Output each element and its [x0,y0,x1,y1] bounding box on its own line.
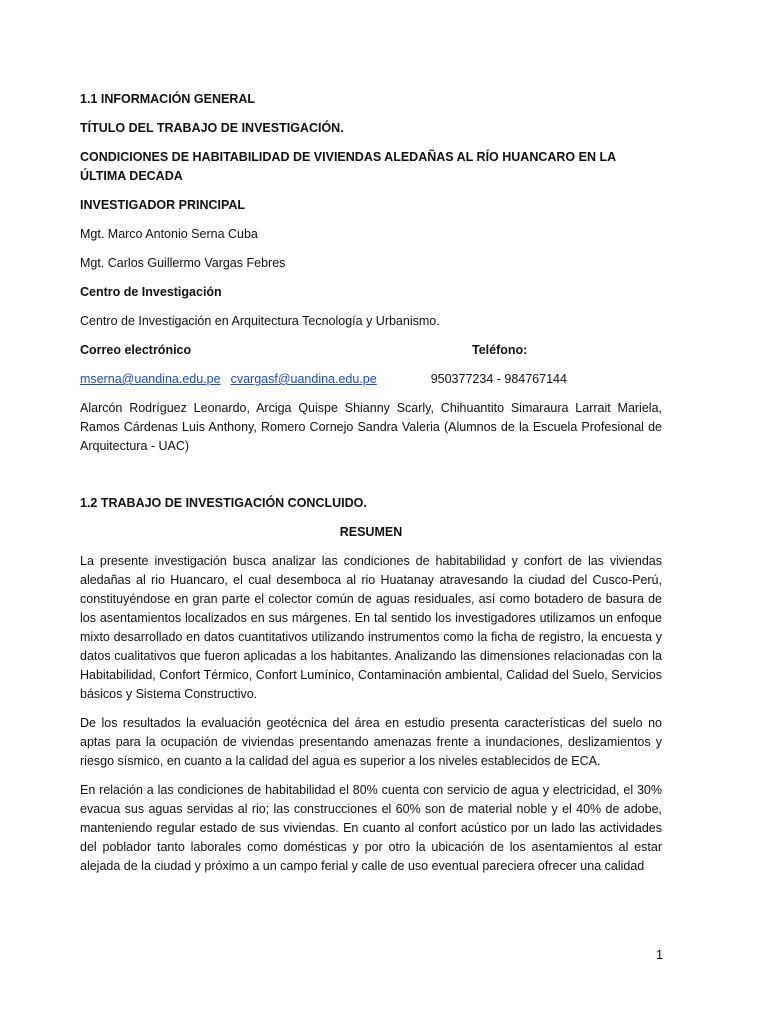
resumen-heading: RESUMEN [339,525,403,539]
center-label: Centro de Investigación [80,285,222,299]
email-link-vargas[interactable]: cvargasf@uandina.edu.pe [230,372,377,386]
email-link-serna[interactable]: mserna@uandina.edu.pe [80,372,221,386]
abstract-paragraph: En relación a las condiciones de habitabilidad el 80% cuenta con servicio de agua y electricidad, el 30% evacua sus aguas servidas al rio; las construcciones el 60% son de material noble y el 40% de adobe, manteniendo regular estado de sus viviendas. En cuanto al confort acústico por un lado las actividades del poblador tanto laborales como domésticas y por otro la ubicación de los asentamientos al estar alejada de la ciudad y próximo a un campo ferial y calle de uso eventual pareciera ofrecer una calidad [80,783,662,873]
abstract-paragraph: De los resultados la evaluación geotécnica del área en estudio presenta características del suelo no aptas para la ocupación de viviendas presentando amenazas frente a inundaciones, deslizamientos y riesgo sísmico, en cuanto a la calidad del agua es superior a los niveles establecidos de ECA. [80,716,662,768]
section-heading-concluded: 1.2 TRABAJO DE INVESTIGACIÓN CONCLUIDO. [80,496,367,510]
phone-label: Teléfono: [472,343,528,357]
abstract-paragraph: La presente investigación busca analizar las condiciones de habitabilidad y confort de las viviendas aledañas al rio Huancaro, el cual desemboca al rio Huatanay atravesando la ciudad del Cusco-Perú, constituyéndose en gran parte el colector común de aguas residuales, así como botadero de basura de los asentamientos localizados en sus márgenes. En tal sentido los investigadores utilizamos un enfoque mixto desarrollado en datos cuantitativos utilizando instrumentos como la ficha de registro, la encuesta y datos cualitativos que fueron aplicadas a los habitantes. Analizando las dimensiones relacionadas con la Habitabilidad, Confort Térmico, Confort Lumínico, Contaminación ambiental, Calidad del Suelo, Servicios básicos y Sistema Constructivo. [80,554,662,701]
spacer [80,466,662,494]
title-label: TÍTULO DEL TRABAJO DE INVESTIGACIÓN. [80,121,344,135]
page-number: 1 [656,948,663,962]
investigator-name: Mgt. Carlos Guillermo Vargas Febres [80,256,286,270]
document-page [80,90,662,886]
investigator-name: Mgt. Marco Antonio Serna Cuba [80,227,258,241]
email-label: Correo electrónico [80,343,192,357]
research-title: CONDICIONES DE HABITABILIDAD DE VIVIENDAS ALEDAÑAS AL RÍO HUANCARO EN LA ÚLTIMA DECADA [80,150,616,183]
phone-numbers: 950377234 - 984767144 [430,372,567,386]
section-heading-general: 1.1 INFORMACIÓN GENERAL [80,92,256,106]
students-list: Alarcón Rodríguez Leonardo, Arciga Quispe Shianny Scarly, Chihuantito Simaraura Larrait Mariela, Ramos Cárdenas Luis Anthony, Romero Cornejo Sandra Valeria (Alumnos de la Escuela Profesional de Arquitectura - UAC) [80,401,662,453]
contact-labels-row [80,341,662,360]
center-name: Centro de Investigación en Arquitectura Tecnología y Urbanismo. [80,314,440,328]
contact-values-row [80,370,662,389]
investigator-label: INVESTIGADOR PRINCIPAL [80,198,246,212]
